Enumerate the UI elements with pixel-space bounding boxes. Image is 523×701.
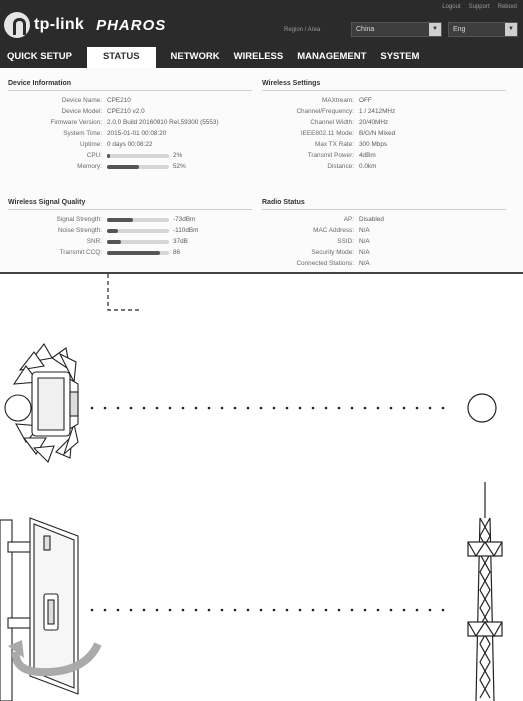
row-label: Noise Strength: (57, 227, 102, 234)
row-value: N/A (359, 260, 370, 267)
snr-bar (107, 240, 169, 244)
info-row (8, 117, 252, 128)
cpe-front-view-drawing (5, 344, 78, 462)
row-label: Device Model: (61, 108, 102, 115)
row-label: Transmit Power: (307, 152, 354, 159)
top-header (0, 0, 523, 47)
memory-value: 52% (173, 163, 186, 170)
row-label: MAXtream: (322, 97, 354, 104)
row-value: CPE210 (107, 97, 131, 104)
top-links (442, 4, 517, 10)
bar-fill (107, 251, 160, 255)
device-information-panel (8, 80, 252, 172)
row-value: 86 (173, 249, 181, 256)
product-name: PHAROS (96, 16, 167, 34)
language-select-value: Eng (453, 26, 466, 33)
signal-row (8, 236, 252, 247)
row-label: IEEE802.11 Mode: (300, 130, 354, 137)
cpu-value: 2% (173, 152, 183, 159)
info-row (262, 258, 506, 269)
callout-leader-line (108, 274, 140, 310)
tab-management[interactable]: MANAGEMENT (297, 51, 367, 62)
row-value: 1 / 2412MHz (359, 108, 396, 115)
row-value: B/G/N Mixed (359, 130, 396, 137)
info-row (262, 150, 506, 161)
bar-fill (107, 154, 110, 158)
info-row (262, 236, 506, 247)
memory-usage-bar (107, 165, 169, 169)
panel-title: Radio Status (262, 199, 506, 210)
row-value: 4dBm (359, 152, 376, 159)
brand-name: tp-link (34, 16, 85, 33)
row-label: Uptime: (79, 141, 102, 148)
bar-fill (107, 218, 133, 222)
signal-strength-bar (107, 218, 169, 222)
row-value: 0 days 00:08:22 (107, 141, 153, 148)
row-value: N/A (359, 227, 370, 234)
info-row (8, 139, 252, 150)
row-label: SSID: (337, 238, 354, 245)
tab-system[interactable]: SYSTEM (380, 51, 420, 62)
info-row (262, 139, 506, 150)
info-row (8, 106, 252, 117)
tab-network[interactable]: NETWORK (170, 51, 220, 62)
row-label: Transmit CCQ: (59, 249, 102, 256)
row-label: Channel Width: (310, 119, 354, 126)
memory-row (8, 161, 252, 172)
signal-row (8, 214, 252, 225)
bar-fill (107, 165, 139, 169)
logo (4, 8, 166, 42)
signal-row (8, 247, 252, 258)
region-label: Region / Area (284, 27, 321, 33)
alignment-illustration (0, 274, 523, 701)
row-label: Channel/Frequency: (296, 108, 354, 115)
wireless-signal-quality-panel (8, 199, 252, 258)
wireless-settings-panel (262, 80, 506, 172)
region-select[interactable] (351, 22, 442, 37)
row-value: OFF (359, 97, 372, 104)
row-value: 37dB (173, 238, 188, 245)
row-value: 2015-01-01 00:08:20 (107, 130, 167, 137)
lattice-tower-icon (468, 482, 502, 701)
tp-link-logo-icon (4, 12, 30, 38)
panel-title: Device Information (8, 80, 252, 91)
row-value: N/A (359, 249, 370, 256)
info-row (262, 106, 506, 117)
panel-title: Wireless Signal Quality (8, 199, 252, 210)
main-nav (0, 47, 523, 68)
noise-strength-bar (107, 229, 169, 233)
row-value: 20/40MHz (359, 119, 389, 126)
radio-status-panel (262, 199, 506, 269)
row-value: CPE210 v2.0 (107, 108, 145, 115)
panel-title: Wireless Settings (262, 80, 506, 91)
tab-status[interactable]: STATUS (87, 47, 156, 68)
cpu-row (8, 150, 252, 161)
info-row (262, 95, 506, 106)
row-value: -110dBm (173, 227, 199, 234)
bar-fill (107, 229, 118, 233)
support-link[interactable]: Support (468, 4, 490, 10)
row-label: Security Mode: (311, 249, 354, 256)
row-label: SNR: (86, 238, 102, 245)
language-select[interactable] (448, 22, 518, 37)
target-circle (468, 394, 496, 422)
info-row (262, 247, 506, 258)
row-label: CPU: (86, 152, 102, 159)
row-label: Device Name: (61, 97, 102, 104)
row-value: 300 Mbps (359, 141, 388, 148)
row-label: AP: (343, 216, 354, 223)
row-label: System Time: (63, 130, 102, 137)
cpu-usage-bar (107, 154, 169, 158)
info-row (8, 95, 252, 106)
bar-fill (107, 240, 121, 244)
signal-row (8, 225, 252, 236)
tab-quick-setup[interactable]: QUICK SETUP (7, 51, 72, 62)
row-label: Firmware Version: (50, 119, 102, 126)
row-value: N/A (359, 238, 370, 245)
info-row (262, 214, 506, 225)
reboot-link[interactable]: Reboot (497, 4, 517, 10)
row-value: Disabled (359, 216, 384, 223)
chevron-down-icon: ▼ (429, 23, 441, 36)
tab-wireless[interactable]: WIRELESS (233, 51, 284, 62)
chevron-down-icon: ▼ (505, 23, 517, 36)
web-ui-screenshot (0, 0, 523, 274)
info-row (262, 128, 506, 139)
info-row (262, 161, 506, 172)
info-row (8, 128, 252, 139)
info-row (262, 225, 506, 236)
status-content (0, 68, 523, 274)
row-value: -73dBm (173, 216, 196, 223)
logout-link[interactable]: Logout (442, 4, 461, 10)
row-value: 0.0km (359, 163, 377, 170)
row-label: Signal Strength: (56, 216, 102, 223)
row-label: Max TX Rate: (315, 141, 354, 148)
transmit-ccq-bar (107, 251, 169, 255)
row-value: 2.0.0 Build 20160910 Rel.59300 (5553) (107, 119, 219, 126)
row-label: Memory: (77, 163, 102, 170)
region-select-value: China (356, 26, 375, 33)
row-label: Connected Stations: (296, 260, 354, 267)
info-row (262, 117, 506, 128)
row-label: MAC Address: (313, 227, 354, 234)
row-label: Distance: (327, 163, 354, 170)
